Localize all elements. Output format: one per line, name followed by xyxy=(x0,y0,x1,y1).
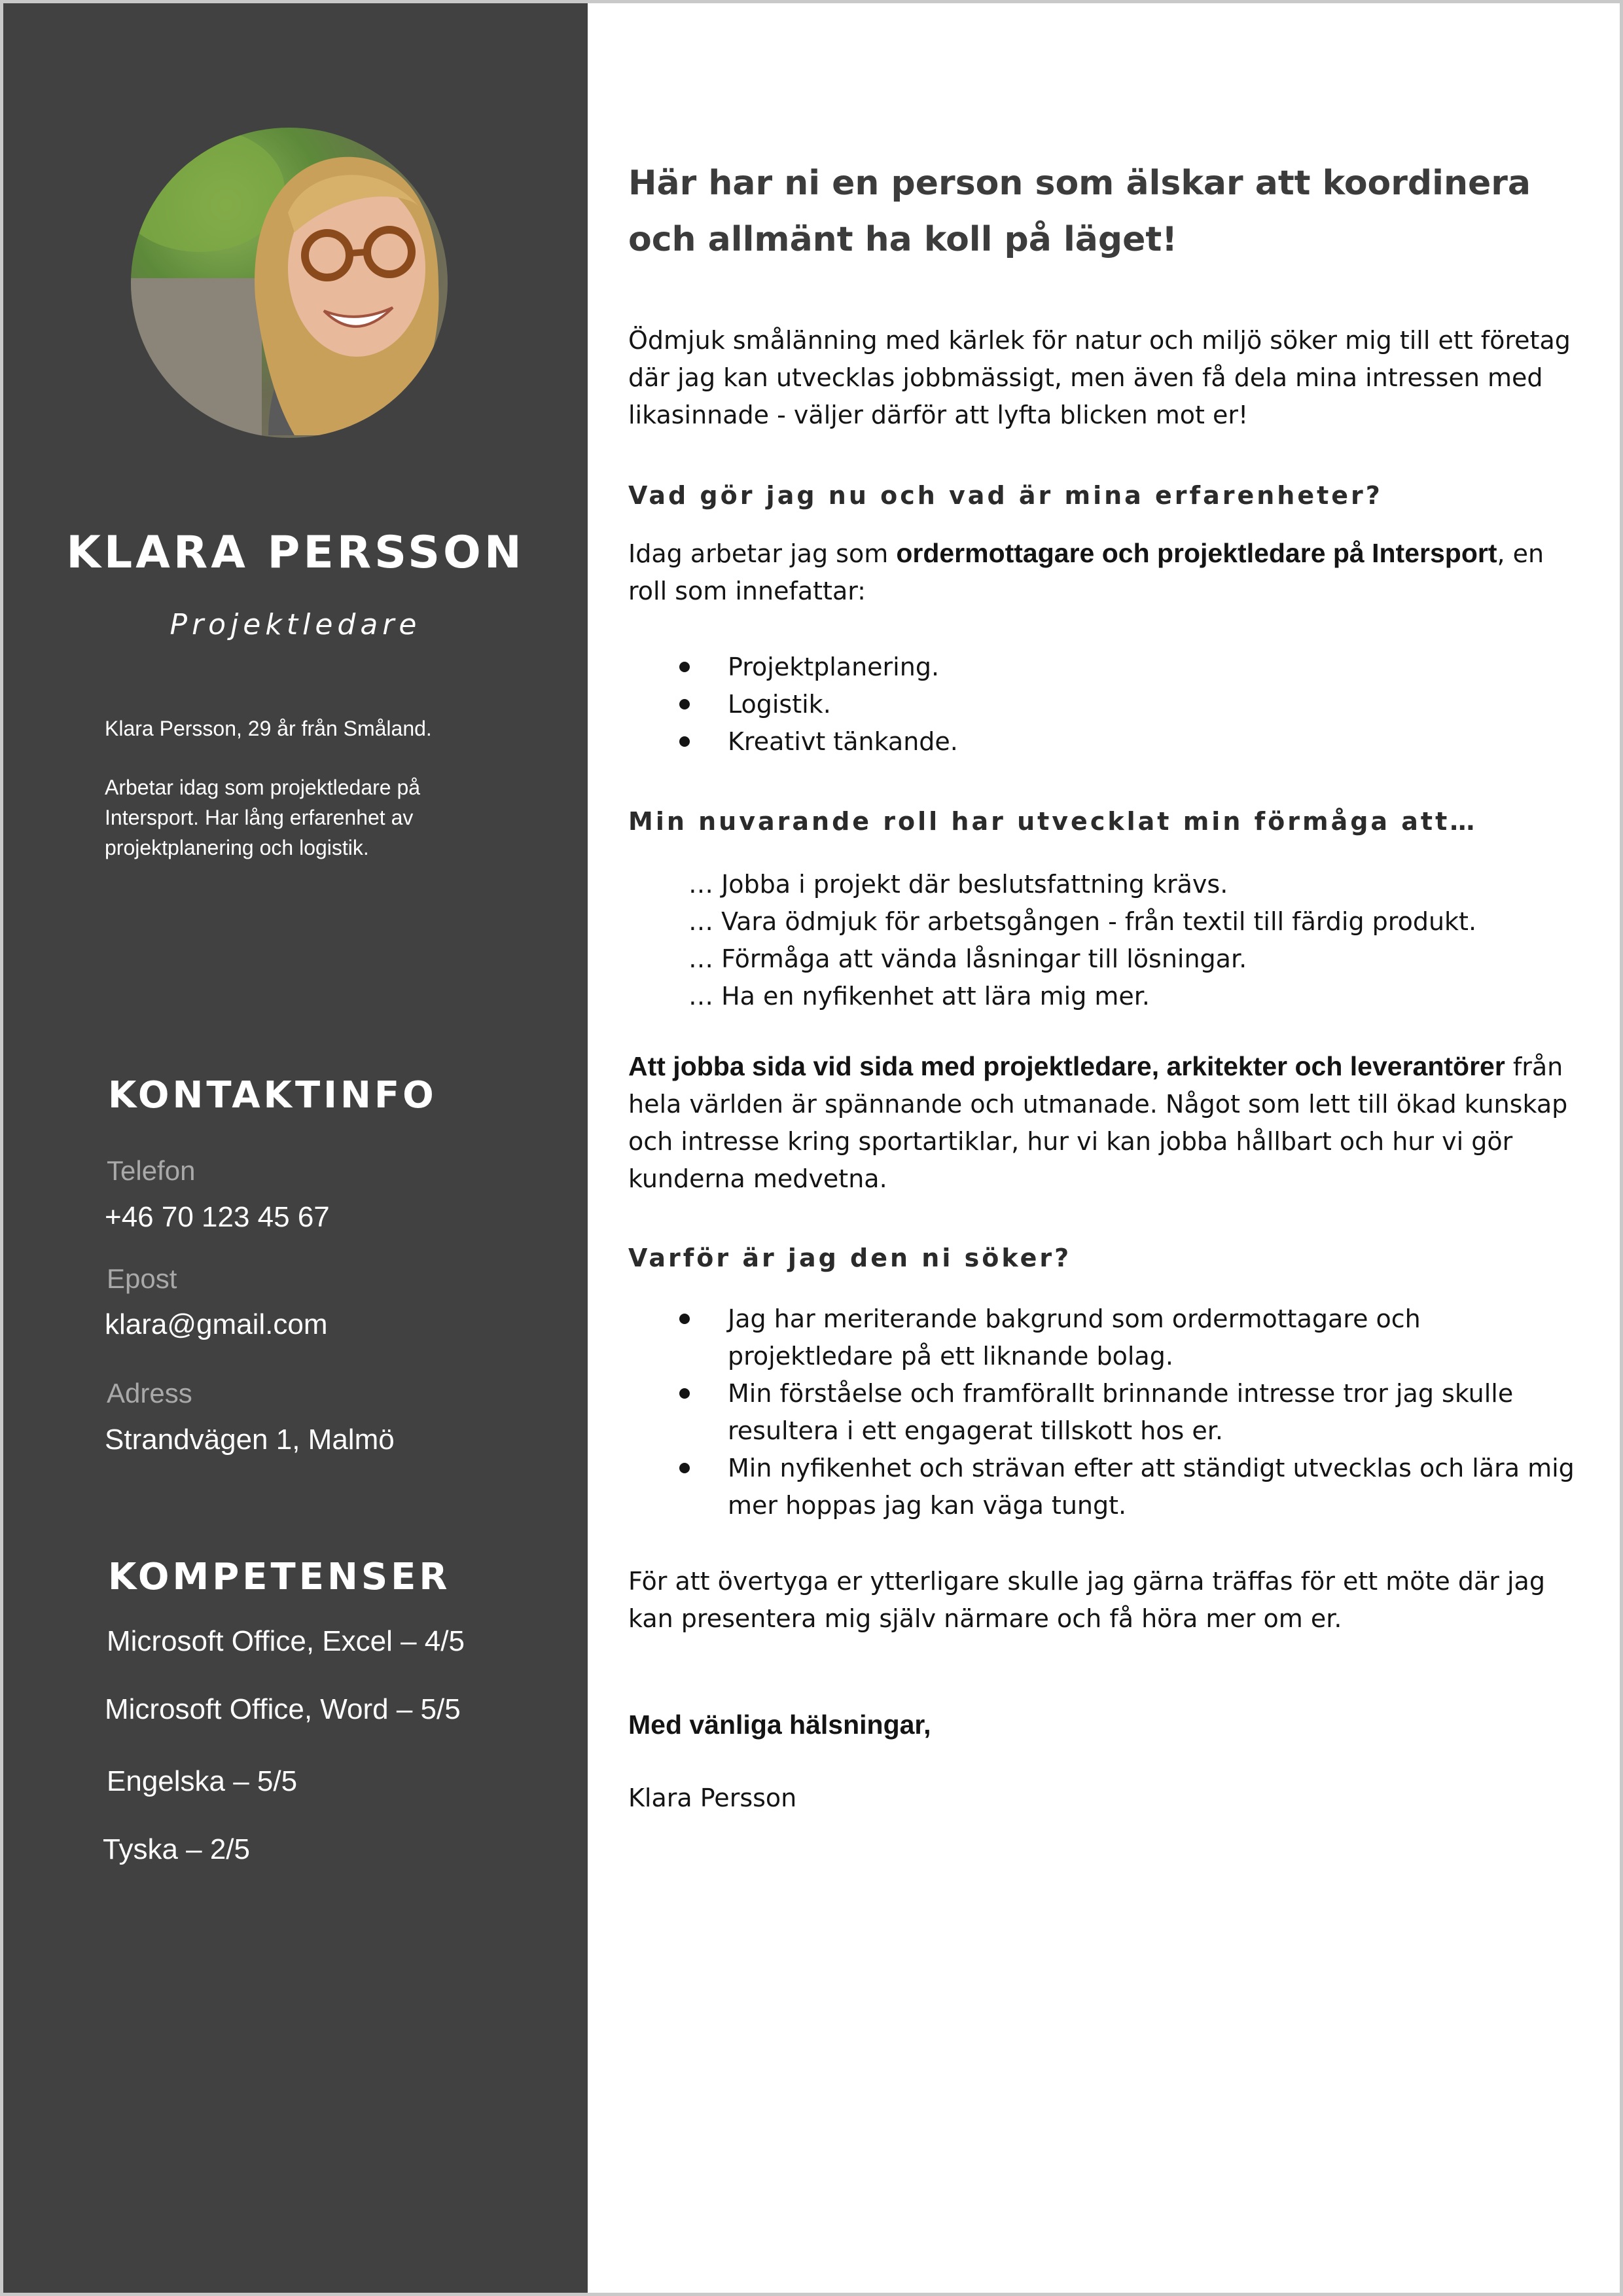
list-item xyxy=(628,1375,1580,1450)
email-value: klara@gmail.com xyxy=(105,1308,328,1340)
headline-line: Här har ni en person som älskar att koordinera xyxy=(628,164,1531,203)
list-item: … Jobba i projekt där beslutsfattning krävs. xyxy=(688,870,1228,899)
signature: Klara Persson xyxy=(628,1784,797,1812)
list-item: … Förmåga att vända låsningar till lösningar. xyxy=(688,944,1247,973)
skill-item: Microsoft Office, Excel – 4/5 xyxy=(107,1625,465,1657)
bullet-icon xyxy=(679,736,690,747)
person-name: KLARA PERSSON xyxy=(66,527,525,579)
sidebar xyxy=(3,3,588,2293)
list-item-text: Min nyfikenhet och strävan efter att ständigt utvecklas och lära mig mer hoppas jag kan väga tungt. xyxy=(728,1454,1575,1520)
section-heading: Varför är jag den ni söker? xyxy=(628,1244,1072,1272)
list-item-text: Projektplanering. xyxy=(728,653,940,681)
intro-line: Klara Persson, 29 år från Småland. xyxy=(105,717,432,740)
intro-paragraph: Ödmjuk smålänning med kärlek för natur och miljö söker mig till ett företag där jag kan utvecklas jobbmässigt, men även få dela mina intressen med likasinnade - väljer därför att lyfta blicken mot er! xyxy=(628,326,1571,429)
list-item xyxy=(628,723,1580,761)
section-heading: Vad gör jag nu och vad är mina erfarenheter? xyxy=(628,481,1383,510)
bullet-icon xyxy=(679,699,690,709)
phone-label: Telefon xyxy=(107,1155,196,1186)
bullet-icon xyxy=(679,1388,690,1399)
closing-greeting: Med vänliga hälsningar, xyxy=(628,1710,931,1740)
headline xyxy=(628,155,1544,268)
list-item: … Vara ödmjuk för arbetsgången - från textil till färdig produkt. xyxy=(688,907,1477,936)
skill-item: Tyska – 2/5 xyxy=(103,1833,251,1865)
intro-line: Arbetar idag som projektledare på Intersport. Har lång erfarenhet av projektplanering och logistik. xyxy=(105,776,421,859)
list-item-text: Min förståelse och framförallt brinnande intresse tror jag skulle resultera i ett engagerat tillskott hos er. xyxy=(728,1379,1514,1445)
section1-text: , en roll som innefattar: xyxy=(628,539,1544,605)
experience-bold-text: Att jobba sida vid sida med projektledare, arkitekter och leverantörer xyxy=(628,1051,1505,1081)
sidebar-intro xyxy=(105,713,510,891)
email-label: Epost xyxy=(107,1263,177,1294)
section2-list xyxy=(688,866,1476,1015)
address-value: Strandvägen 1, Malmö xyxy=(105,1424,395,1456)
skills-heading: KOMPETENSER xyxy=(108,1556,451,1598)
headline-line: och allmänt ha koll på läget! xyxy=(628,220,1177,259)
section1-bullet-list xyxy=(628,649,1580,761)
section1-bold-text: ordermottagare och projektledare på Intersport xyxy=(896,538,1497,568)
experience-text: från hela världen är spännande och utmanade. Något som lett till ökad kunskap och intresse kring sportartiklar, hur vi kan jobba hållbart och hur vi gör kunderna medvetna. xyxy=(628,1052,1568,1193)
contact-heading: KONTAKTINFO xyxy=(108,1074,437,1117)
portrait-illustration xyxy=(131,128,448,438)
skill-item: Engelska – 5/5 xyxy=(107,1765,298,1797)
section1-text: Idag arbetar jag som xyxy=(628,539,897,568)
bullet-icon xyxy=(679,662,690,672)
list-item-text: Jag har meriterande bakgrund som ordermottagare och projektledare på ett liknande bolag. xyxy=(728,1304,1421,1371)
person-title: Projektledare xyxy=(169,608,421,641)
profile-photo xyxy=(131,128,448,438)
list-item xyxy=(628,649,1580,686)
address-label: Adress xyxy=(107,1378,192,1408)
list-item xyxy=(628,1450,1580,1524)
list-item-text: Logistik. xyxy=(728,690,831,719)
section-heading: Min nuvarande roll har utvecklat min förmåga att… xyxy=(628,807,1478,836)
list-item xyxy=(628,1300,1580,1375)
experience-paragraph xyxy=(628,1048,1580,1198)
list-item-text: Kreativt tänkande. xyxy=(728,727,958,756)
bullet-icon xyxy=(679,1463,690,1473)
list-item xyxy=(628,686,1580,723)
section1-paragraph xyxy=(628,535,1580,610)
section3-bullet-list xyxy=(628,1300,1580,1524)
bullet-icon xyxy=(679,1314,690,1324)
closing-paragraph: För att övertyga er ytterligare skulle jag gärna träffas för ett möte där jag kan presentera mig själv närmare och få höra mer om er. xyxy=(628,1567,1545,1633)
skill-item: Microsoft Office, Word – 5/5 xyxy=(105,1693,461,1725)
phone-value: +46 70 123 45 67 xyxy=(105,1201,330,1233)
list-item: … Ha en nyfikenhet att lära mig mer. xyxy=(688,982,1150,1011)
